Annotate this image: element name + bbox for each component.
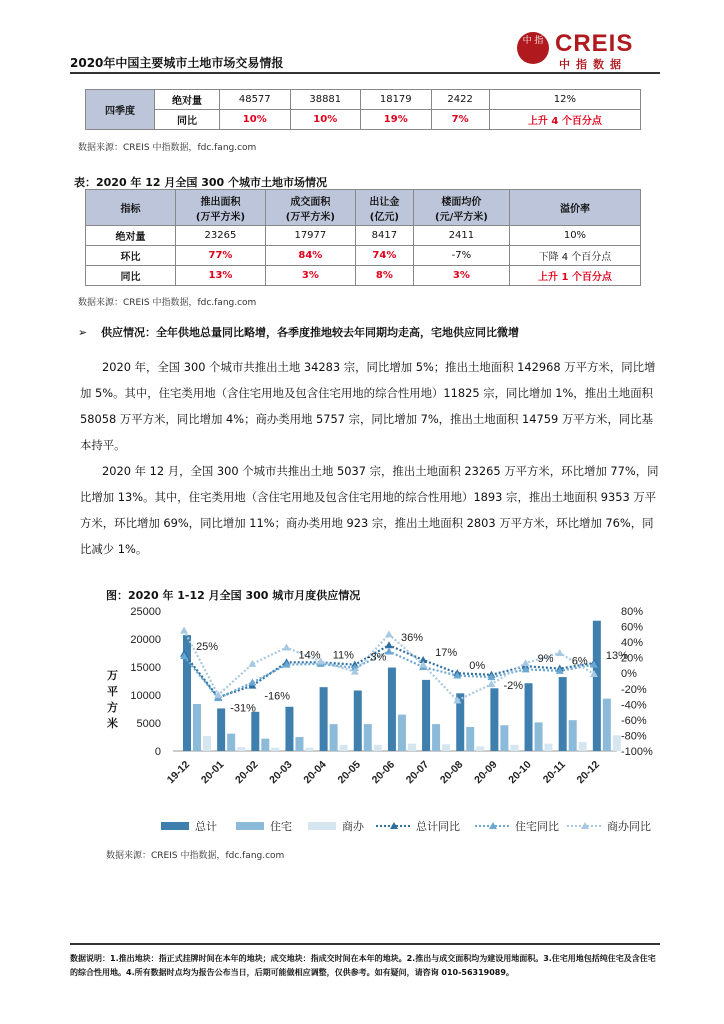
x-tick-label: 20-04 <box>301 758 329 787</box>
table-cell: 2411 <box>413 226 509 246</box>
bar-住宅 <box>500 725 508 751</box>
bar-住宅 <box>261 739 269 751</box>
table-cell: 77% <box>176 246 266 266</box>
data-label: 25% <box>196 640 219 653</box>
legend-label: 商办同比 <box>607 820 651 833</box>
table-cell: 10% <box>509 226 640 246</box>
table-cell: 8% <box>355 266 413 286</box>
y2-tick-label: 0% <box>621 668 637 681</box>
table-cell: 10% <box>220 110 291 130</box>
data-label: 14% <box>298 649 321 662</box>
source-note: 数据来源：CREIS 中指数据，fdc.fang.com <box>78 298 257 308</box>
bar-住宅 <box>398 715 406 751</box>
table-row <box>86 90 641 110</box>
bar-住宅 <box>432 724 440 751</box>
bar-总计 <box>354 691 362 751</box>
section-bullet <box>78 324 519 340</box>
table-row <box>86 246 641 266</box>
y2-tick-label: 60% <box>621 621 644 634</box>
legend-swatch <box>236 822 264 830</box>
x-tick-label: 20-07 <box>403 758 432 787</box>
bar-总计 <box>217 708 225 751</box>
y2-tick-label: -100% <box>621 746 653 758</box>
source-note: 数据来源：CREIS 中指数据，fdc.fang.com <box>106 851 285 861</box>
bar-商办 <box>579 742 587 751</box>
data-label: 17% <box>435 647 458 659</box>
legend-swatch <box>161 822 189 830</box>
x-tick-label: 20-05 <box>335 758 363 787</box>
data-label: 6% <box>571 655 588 668</box>
bar-住宅 <box>227 734 235 751</box>
legend-label: 住宅同比 <box>515 820 559 833</box>
bar-住宅 <box>535 722 543 751</box>
bar-住宅 <box>603 699 611 751</box>
y2-tick-label: -60% <box>621 714 647 727</box>
bar-商办 <box>442 744 450 751</box>
y-tick-label: 10000 <box>130 690 161 702</box>
bar-商办 <box>510 745 518 751</box>
table-cell: -7% <box>413 246 509 266</box>
bar-商办 <box>476 747 484 751</box>
dec-table <box>85 189 641 286</box>
bar-住宅 <box>569 720 577 751</box>
data-label: 11% <box>332 649 354 662</box>
bar-住宅 <box>193 704 201 751</box>
table-cell: 38881 <box>290 90 361 110</box>
data-label: 0% <box>469 660 486 673</box>
bar-商办 <box>340 745 348 751</box>
point-商办同比 <box>180 626 188 633</box>
table-row <box>86 110 641 130</box>
table-cell: 18179 <box>361 90 432 110</box>
logo-subtitle: 中指数据 <box>559 58 627 71</box>
bar-总计 <box>525 683 533 751</box>
x-tick-label: 19-12 <box>164 758 193 787</box>
bar-总计 <box>490 688 498 751</box>
table-cell: 7% <box>431 110 489 130</box>
legend-swatch <box>308 822 336 830</box>
row-label: 绝对量 <box>86 226 176 246</box>
table-cell: 2422 <box>431 90 489 110</box>
bar-住宅 <box>330 724 338 751</box>
table-cell: 48577 <box>220 90 291 110</box>
source-note: 数据来源：CREIS 中指数据，fdc.fang.com <box>78 143 257 153</box>
point-商办同比 <box>283 644 291 651</box>
data-label: -31% <box>230 702 256 715</box>
bar-商办 <box>545 744 553 751</box>
x-tick-label: 20-11 <box>540 758 568 786</box>
point-住宅同比 <box>248 679 256 686</box>
legend-label: 商办 <box>342 820 364 833</box>
x-tick-label: 20-12 <box>574 758 603 787</box>
table-cell: 23265 <box>176 226 266 246</box>
table-header-row <box>86 190 641 226</box>
supply-chart <box>0 596 724 846</box>
y2-tick-label: 20% <box>621 652 644 665</box>
table-row <box>86 266 641 286</box>
row-label: 绝对量 <box>155 90 220 110</box>
point-商办同比 <box>556 649 564 656</box>
y2-tick-label: -80% <box>621 730 647 743</box>
table-cell: 84% <box>265 246 355 266</box>
y2-tick-label: -20% <box>621 683 647 696</box>
row-label: 环比 <box>86 246 176 266</box>
x-tick-label: 20-01 <box>198 758 227 787</box>
bar-商办 <box>271 748 279 751</box>
col-header: 出让金 (亿元) <box>355 190 413 226</box>
data-label: 9% <box>537 653 554 666</box>
paragraph-december: 2020 年 12 月，全国 300 个城市共推出土地 5037 宗，推出土地面积 23265 万平方米，环比增加 77%，同比增加 13%。其中，住宅类用地（含住宅用地及包含住宅用地的综合性用地）1893 宗，推出土地面积 9353 万平方米，环比增加 69%，同比增加 11%；商办类用地 923 宗，推出土地面积 2803 万平方米，环比增加 76%，同比减少 1%。 <box>80 464 659 556</box>
bar-商办 <box>237 747 245 751</box>
bar-商办 <box>374 745 382 751</box>
table-cell: 下降 4 个百分点 <box>509 246 640 266</box>
logo-mark-icon: 中 指 <box>517 32 549 64</box>
legend-label: 住宅 <box>270 820 292 833</box>
header-divider <box>70 72 660 74</box>
y-axis-label: 万平方米 <box>107 669 118 730</box>
x-tick-label: 20-03 <box>267 758 295 787</box>
table-cell: 上升 1 个百分点 <box>509 266 640 286</box>
bar-住宅 <box>466 727 474 751</box>
y2-tick-label: 40% <box>621 637 644 650</box>
y-tick-label: 15000 <box>130 662 161 674</box>
bar-商办 <box>203 736 211 751</box>
table-cell: 3% <box>265 266 355 286</box>
data-label: 13% <box>605 650 628 663</box>
bar-总计 <box>559 677 567 751</box>
y2-tick-label: -40% <box>621 699 647 712</box>
y-tick-label: 25000 <box>130 606 161 618</box>
bar-总计 <box>593 621 601 751</box>
col-header: 溢价率 <box>509 190 640 226</box>
creis-logo <box>517 30 657 70</box>
bar-总计 <box>285 707 293 751</box>
table-cell: 10% <box>290 110 361 130</box>
table-cell: 13% <box>176 266 266 286</box>
table-cell: 8417 <box>355 226 413 246</box>
bar-商办 <box>305 748 313 751</box>
table-cell: 19% <box>361 110 432 130</box>
x-tick-label: 20-06 <box>369 758 398 787</box>
q4-table <box>85 89 641 130</box>
row-label: 同比 <box>155 110 220 130</box>
bullet-text: 供应情况：全年供地总量同比略增，各季度推地较去年同期均走高，宅地供应同比微增 <box>101 326 520 339</box>
footer-note: 数据说明：1.推出地块：指正式挂牌时间在本年的地块；成交地块：指成交时间在本年的地块。2.推出与成交面积均为建设用地面积。3.住宅用地包括纯住宅及含住宅的综合性用地。4.所有数据时点均为报告公布当日，后期可能做相应调整，仅供参考。如有疑问，请咨询 010-56319089。 <box>70 954 656 977</box>
bar-住宅 <box>364 724 372 751</box>
col-header: 指标 <box>86 190 176 226</box>
q4-label: 四季度 <box>86 90 155 130</box>
data-label: -16% <box>264 690 291 703</box>
bar-住宅 <box>295 737 303 751</box>
footer-divider <box>70 943 660 945</box>
bar-总计 <box>251 712 259 751</box>
x-tick-label: 20-08 <box>437 758 466 787</box>
data-label: 36% <box>401 632 424 645</box>
bar-总计 <box>388 668 396 751</box>
figure-title: 图：2020 年 1-12 月全国 300 城市月度供应情况 <box>106 589 361 602</box>
x-tick-label: 20-09 <box>472 758 500 787</box>
y-tick-label: 0 <box>154 746 161 758</box>
data-label: -3% <box>366 651 387 664</box>
bar-总计 <box>320 687 328 751</box>
col-header: 成交面积 (万平方米) <box>265 190 355 226</box>
table-row <box>86 226 641 246</box>
legend-label: 总计 <box>195 820 217 833</box>
bar-商办 <box>613 735 621 751</box>
logo-text: CREIS <box>555 30 634 57</box>
bar-总计 <box>422 680 430 751</box>
page-header-title: 2020年中国主要城市土地市场交易情报 <box>70 56 284 70</box>
data-label: -2% <box>503 679 524 692</box>
col-header: 楼面均价 (元/平方米) <box>413 190 509 226</box>
y2-tick-label: 80% <box>621 606 644 618</box>
table-cell: 12% <box>489 90 640 110</box>
table-cell: 上升 4 个百分点 <box>489 110 640 130</box>
y-tick-label: 5000 <box>136 718 161 730</box>
row-label: 同比 <box>86 266 176 286</box>
x-tick-label: 20-02 <box>233 758 261 787</box>
paragraph-annual: 2020 年，全国 300 个城市共推出土地 34283 宗，同比增加 5%；推出土地面积 142968 万平方米，同比增加 5%。其中，住宅类用地（含住宅用地及包含住宅用地的综合性用地）11825 宗，同比增加 1%，推出土地面积 58058 万平方米，同比增加 4%；商办类用地 5757 宗，同比增加 7%，推出土地面积 14759 万平方米，同比基本持平。 <box>80 360 656 452</box>
table-cell: 17977 <box>265 226 355 246</box>
col-header: 推出面积 (万平方米) <box>176 190 266 226</box>
point-总计同比 <box>385 641 393 648</box>
table-cell: 74% <box>355 246 413 266</box>
point-商办同比 <box>385 630 393 637</box>
x-tick-label: 20-10 <box>506 758 534 787</box>
table-title: 表：2020 年 12 月全国 300 个城市土地市场情况 <box>74 176 328 189</box>
arrow-bullet-icon: ➢ <box>78 326 88 339</box>
bar-商办 <box>408 744 416 751</box>
legend-label: 总计同比 <box>416 820 460 833</box>
y-tick-label: 20000 <box>130 634 161 646</box>
table-cell: 3% <box>413 266 509 286</box>
